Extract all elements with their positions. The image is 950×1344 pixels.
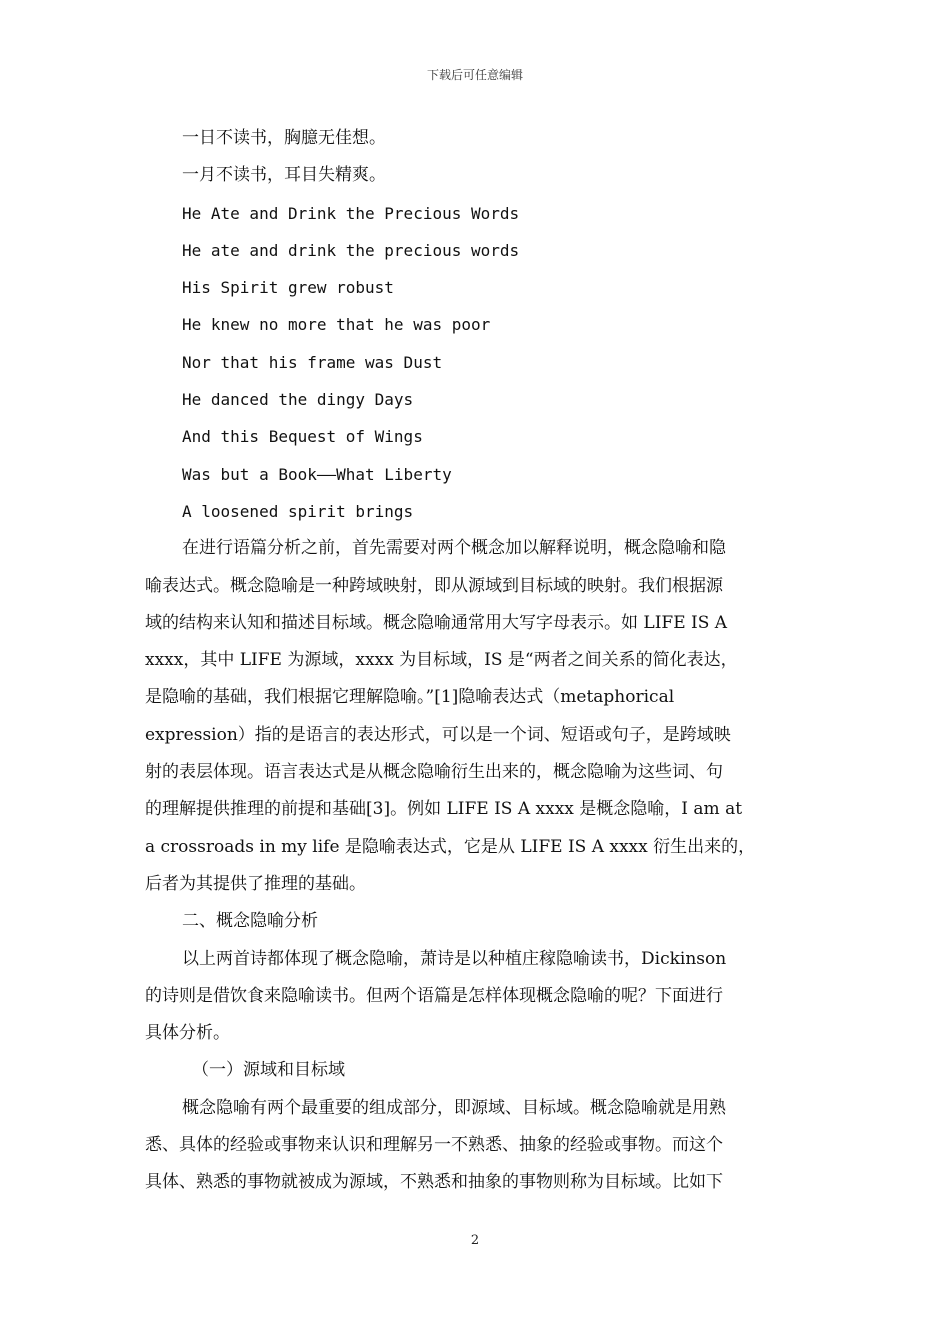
paragraph-line: 具体分析。 xyxy=(145,1023,230,1044)
paragraph-line: 是隐喻的基础，我们根据它理解隐喻。”[1]隐喻表达式（metaphorical xyxy=(145,687,675,708)
poem-line: He Ate and Drink the Precious Words xyxy=(182,203,520,223)
paragraph-line: 的理解提供推理的前提和基础[3]。例如 LIFE IS A xxxx 是概念隐喻，I am at xyxy=(145,799,743,820)
paragraph-line: 以上两首诗都体现了概念隐喻，萧诗是以种植庄稼隐喻读书，Dickinson xyxy=(182,948,727,969)
paragraph-source-target xyxy=(145,1090,811,1202)
document-body xyxy=(145,120,811,1202)
paragraph-line: a crossroads in my life 是隐喻表达式，它是从 LIFE IS A xxxx 衍生出来的， xyxy=(145,836,756,857)
page-number: 2 xyxy=(470,1233,480,1248)
paragraph-line: 喻表达式。概念隐喻是一种跨域映射，即从源域到目标域的映射。我们根据源 xyxy=(145,575,723,596)
chinese-poem xyxy=(145,120,811,195)
paragraph-line: 具体、熟悉的事物就被成为源域，不熟悉和抽象的事物则称为目标域。比如下 xyxy=(145,1172,723,1193)
poem-line: He ate and drink the precious words xyxy=(182,240,520,260)
poem-line: And this Bequest of Wings xyxy=(182,427,423,447)
poem-line: 一日不读书，胸臆无佳想。 xyxy=(182,128,386,148)
paragraph-line: expression）指的是语言的表达形式，可以是一个词、短语或句子，是跨域映 xyxy=(145,724,731,745)
paragraph-line: xxxx，其中 LIFE 为源域，xxxx 为目标域，IS 是“两者之间关系的简化表达， xyxy=(145,650,738,671)
paragraph-line: 射的表层体现。语言表达式是从概念隐喻衍生出来的，概念隐喻为这些词、句 xyxy=(145,762,723,783)
poem-line: He knew no more that he was poor xyxy=(182,315,491,335)
subsection-heading: （一）源域和目标域 xyxy=(192,1060,345,1081)
page-header: 下载后可任意编辑 xyxy=(426,68,523,82)
paragraph-line: 后者为其提供了推理的基础。 xyxy=(145,873,366,894)
poem-line: His Spirit grew robust xyxy=(182,278,394,298)
paragraph-line: 在进行语篇分析之前，首先需要对两个概念加以解释说明，概念隐喻和隐 xyxy=(182,538,726,559)
paragraph-line: 的诗则是借饮食来隐喻读书。但两个语篇是怎样体现概念隐喻的呢？下面进行 xyxy=(145,985,723,1006)
paragraph-metaphor-definition xyxy=(145,530,811,903)
poem-line: Was but a Book——What Liberty xyxy=(182,464,452,484)
poem-line: 一月不读书，耳目失精爽。 xyxy=(182,165,386,186)
poem-line: A loosened spirit brings xyxy=(182,501,414,521)
english-poem xyxy=(145,195,811,531)
poem-line: He danced the dingy Days xyxy=(182,390,414,410)
paragraph-line: 悉、具体的经验或事物来认识和理解另一不熟悉、抽象的经验或事物。而这个 xyxy=(145,1135,723,1156)
paragraph-line: 域的结构来认知和描述目标域。概念隐喻通常用大写字母表示。如 LIFE IS A xyxy=(145,612,728,633)
section-heading: 二、概念隐喻分析 xyxy=(182,911,318,932)
paragraph-analysis-intro xyxy=(145,941,811,1053)
paragraph-line: 概念隐喻有两个最重要的组成部分，即源域、目标域。概念隐喻就是用熟 xyxy=(182,1097,726,1118)
poem-line: Nor that his frame was Dust xyxy=(182,352,443,372)
